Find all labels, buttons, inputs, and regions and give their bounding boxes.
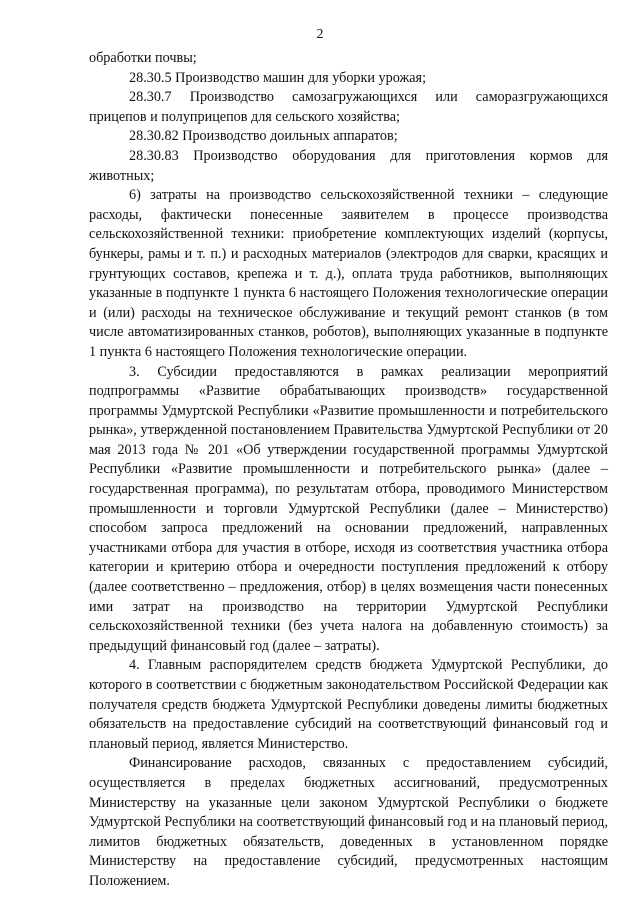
document-body [89, 49, 608, 892]
paragraph-subitem-6: 6) затраты на производство сельскохозяйственной техники – следующие расходы, фактически понесенные заявителем в процессе производства сельскохозяйственной техники: приобретение комплектующих изделий (корпусы, бункеры, рамы и т. п.) и расходных материалов (электродов для сварки, красящих и грунтующих составов, крепежа и т. д.), оплата труда работников, выполняющих указанные в подпункте 1 пункта 6 настоящего Положения технологические операции и (или) расходы на техническое обслуживание и текущий ремонт станков (в том числе автоматизированных станков, роботов), выполняющих указанные в подпункте 1 пункта 6 настоящего Положения технологические операции. [89, 187, 608, 360]
paragraph-financing: Финансирование расходов, связанных с предоставлением субсидий, осуществляется в пределах бюджетных ассигнований, предусмотренных Министерству на указанные цели законом Удмуртской Республики о бюджете Удмуртской Республики на соответствующий финансовый год и на плановый период, лимитов бюджетных обязательств, доведенных в установленном порядке Министерству на предоставление субсидий, предусмотренных настоящим Положением. [89, 755, 608, 889]
page-number: 2 [316, 27, 324, 42]
paragraph-continuation: обработки почвы; [89, 50, 197, 66]
paragraph-item-4: 4. Главным распорядителем средств бюджета Удмуртской Республики, до которого в соответствии с бюджетным законодательством Российской Федерации как получателя средств бюджета Удмуртской Республики доведены лимиты бюджетных обязательств на предоставление субсидий на соответствующий финансовый год и плановый период, является Министерство. [89, 657, 608, 752]
paragraph-okved-28-30-83: 28.30.83 Производство оборудования для приготовления кормов для животных; [89, 147, 608, 184]
paragraph-okved-28-30-7: 28.30.7 Производство самозагружающихся или саморазгружающихся прицепов и полуприцепов для сельского хозяйства; [89, 89, 608, 125]
paragraph-item-3: 3. Субсидии предоставляются в рамках реализации мероприятий подпрограммы «Развитие обрабатывающих производств» государственной программы Удмуртской Республики «Развитие промышленности и потребительского рынка», утвержденной постановлением Правительства Удмуртской Республики от 20 мая 2013 года № 201 «Об утверждении государственной программы Удмуртской Республики «Развитие промышленности и потребительского рынка» (далее – государственная программа), по результатам отбора, проводимого Министерством промышленности и торговли Удмуртской Республики (далее – Министерство) способом запроса предложений на основании предложений, направленных участниками отбора для участия в отборе, исходя из соответствия участника отбора категории и критерию отбора и очередности поступления предложений к отбору (далее соответственно – предложения, отбор) в целях возмещения части понесенных ими затрат на производство на территории Удмуртской Республики сельскохозяйственной техники (без учета налога на добавленную стоимость) за предыдущий финансовый год (далее – затраты). [89, 363, 608, 654]
paragraph-okved-28-30-82: 28.30.82 Производство доильных аппаратов; [129, 128, 398, 145]
paragraph-okved-28-30-5: 28.30.5 Производство машин для уборки урожая; [129, 69, 427, 86]
